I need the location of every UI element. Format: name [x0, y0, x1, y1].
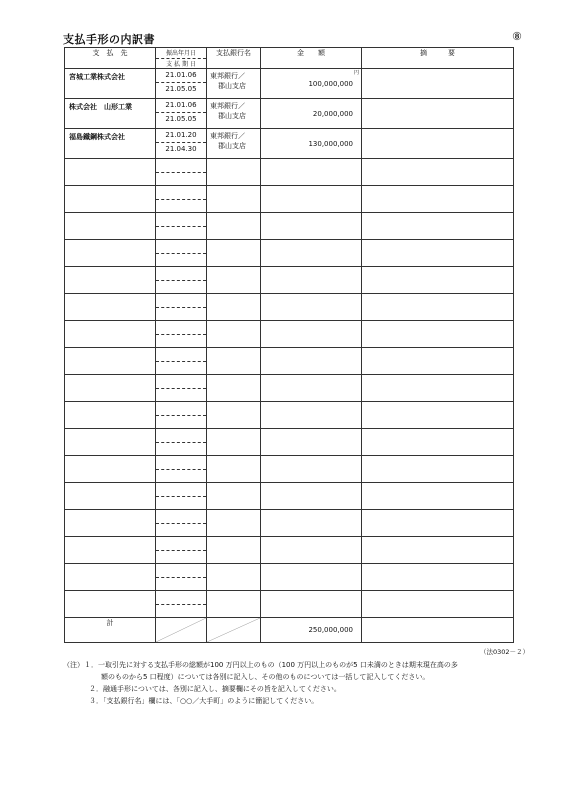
issue-date	[156, 321, 206, 335]
due-date: 21.04.30	[165, 144, 197, 153]
bank-name: 東邦銀行／	[210, 132, 245, 140]
bank-cell	[207, 591, 261, 618]
header-issue-date: 振出年月日	[156, 48, 206, 59]
issue-date	[156, 375, 206, 389]
memo-cell	[362, 564, 514, 591]
amount-value: 130,000,000	[308, 139, 353, 148]
payee-cell	[65, 483, 156, 510]
due-date	[156, 416, 206, 429]
empty-row	[65, 321, 514, 348]
memo-cell	[362, 186, 514, 213]
header-payee: 支 払 先	[65, 48, 156, 69]
due-date	[156, 173, 206, 186]
memo-cell	[362, 429, 514, 456]
amount-cell	[261, 456, 362, 483]
total-date-slash	[156, 618, 207, 643]
amount-value: 20,000,000	[312, 109, 353, 118]
due-date	[156, 200, 206, 213]
date-cell	[156, 591, 207, 618]
empty-row	[65, 429, 514, 456]
bank-cell	[207, 129, 261, 159]
payee-cell: 宮城工業株式会社	[65, 69, 156, 99]
date-cell	[156, 537, 207, 564]
date-cell	[156, 456, 207, 483]
bank-cell	[207, 213, 261, 240]
memo-cell	[362, 321, 514, 348]
table-row	[65, 129, 514, 159]
empty-row	[65, 483, 514, 510]
date-cell	[156, 564, 207, 591]
issue-date	[156, 159, 206, 173]
memo-cell	[362, 159, 514, 186]
memo-cell	[362, 591, 514, 618]
amount-cell	[261, 129, 362, 159]
due-date	[156, 605, 206, 618]
payee-cell	[65, 267, 156, 294]
due-date: 21.05.05	[165, 114, 197, 123]
issue-date	[156, 429, 206, 443]
note-line-2: 額のものから5 口程度）については各別に記入し、その他のものについては一括して記入してください。	[101, 673, 430, 681]
table-row	[65, 69, 514, 99]
amount-cell	[261, 510, 362, 537]
header-bank: 支払銀行名	[207, 48, 261, 69]
note-line-4: ３．「支払銀行名」欄には、「○○／大手町」のように簡記してください。	[89, 697, 319, 705]
bank-name: 東邦銀行／	[210, 72, 245, 80]
bank-cell	[207, 186, 261, 213]
due-date	[156, 497, 206, 510]
header-dates	[156, 48, 207, 69]
payee-cell	[65, 429, 156, 456]
date-cell	[156, 240, 207, 267]
bank-cell	[207, 564, 261, 591]
memo-cell	[362, 375, 514, 402]
empty-row	[65, 537, 514, 564]
due-date: 21.05.05	[165, 84, 197, 93]
amount-cell	[261, 483, 362, 510]
amount-cell	[261, 267, 362, 294]
due-date	[156, 335, 206, 348]
empty-row	[65, 267, 514, 294]
memo-cell	[362, 483, 514, 510]
total-memo	[362, 618, 514, 643]
bank-cell	[207, 348, 261, 375]
issue-date	[156, 267, 206, 281]
issue-date	[156, 348, 206, 362]
date-cell	[156, 129, 207, 159]
date-cell	[156, 159, 207, 186]
table-row	[65, 99, 514, 129]
empty-row	[65, 564, 514, 591]
due-date	[156, 524, 206, 537]
payee-cell	[65, 510, 156, 537]
amount-cell	[261, 321, 362, 348]
bank-name: 東邦銀行／	[210, 102, 245, 110]
bank-cell	[207, 375, 261, 402]
bank-cell	[207, 402, 261, 429]
memo-cell	[362, 240, 514, 267]
amount-cell	[261, 348, 362, 375]
empty-row	[65, 402, 514, 429]
issue-date	[156, 240, 206, 254]
empty-row	[65, 159, 514, 186]
issue-date	[156, 402, 206, 416]
bank-cell	[207, 69, 261, 99]
payee-cell	[65, 564, 156, 591]
bank-branch: 郡山支店	[218, 142, 246, 150]
bank-cell	[207, 456, 261, 483]
note-line-3: ２．融通手形については、各別に記入し、摘要欄にその旨を記入してください。	[89, 685, 341, 693]
amount-cell	[261, 99, 362, 129]
due-date	[156, 470, 206, 483]
form-code: （法0302－２）	[479, 648, 529, 656]
issue-date: 21.01.20	[156, 129, 206, 143]
payee-cell	[65, 456, 156, 483]
payee-cell	[65, 186, 156, 213]
memo-cell	[362, 348, 514, 375]
date-cell	[156, 321, 207, 348]
payee-cell	[65, 240, 156, 267]
due-date	[156, 308, 206, 321]
bank-cell	[207, 429, 261, 456]
payee-cell	[65, 159, 156, 186]
empty-row	[65, 240, 514, 267]
memo-cell	[362, 99, 514, 129]
note-line-1: （注）１．一取引先に対する支払手形の総額が100 万円以上のもの（100 万円以上のものが5 口未満のときは期末現在高の多	[63, 661, 458, 669]
bank-cell	[207, 240, 261, 267]
date-cell	[156, 348, 207, 375]
date-cell	[156, 402, 207, 429]
date-cell	[156, 267, 207, 294]
issue-date	[156, 456, 206, 470]
due-date	[156, 578, 206, 591]
bank-cell	[207, 99, 261, 129]
header-memo: 摘 要	[362, 48, 514, 69]
total-row	[65, 618, 514, 643]
memo-cell	[362, 510, 514, 537]
due-date	[156, 254, 206, 267]
due-date	[156, 362, 206, 375]
empty-row	[65, 294, 514, 321]
amount-cell	[261, 240, 362, 267]
issue-date	[156, 294, 206, 308]
date-cell	[156, 186, 207, 213]
memo-cell	[362, 213, 514, 240]
bank-cell	[207, 159, 261, 186]
empty-row	[65, 348, 514, 375]
payee-cell: 株式会社 山形工業	[65, 99, 156, 129]
empty-row	[65, 456, 514, 483]
memo-cell	[362, 69, 514, 99]
bank-cell	[207, 537, 261, 564]
bank-cell	[207, 294, 261, 321]
issue-date	[156, 213, 206, 227]
memo-cell	[362, 456, 514, 483]
empty-row	[65, 213, 514, 240]
memo-cell	[362, 267, 514, 294]
due-date	[156, 551, 206, 564]
issue-date	[156, 483, 206, 497]
amount-cell	[261, 537, 362, 564]
amount-cell	[261, 564, 362, 591]
issue-date	[156, 564, 206, 578]
header-amount: 金 額	[261, 48, 362, 69]
payment-notes-table	[64, 47, 514, 643]
bank-branch: 郡山支店	[218, 112, 246, 120]
payee-cell	[65, 294, 156, 321]
date-cell	[156, 99, 207, 129]
due-date	[156, 227, 206, 240]
amount-cell	[261, 159, 362, 186]
amount-cell	[261, 294, 362, 321]
empty-row	[65, 375, 514, 402]
issue-date	[156, 510, 206, 524]
date-cell	[156, 510, 207, 537]
date-cell	[156, 483, 207, 510]
due-date	[156, 443, 206, 456]
yen-unit: 円	[353, 70, 359, 76]
amount-value: 100,000,000	[308, 79, 353, 88]
page-number: ⑧	[512, 30, 522, 43]
amount-cell	[261, 69, 362, 99]
issue-date	[156, 591, 206, 605]
page-title: 支払手形の内訳書	[63, 33, 155, 46]
issue-date: 21.01.06	[156, 99, 206, 113]
payee-cell	[65, 321, 156, 348]
amount-cell	[261, 186, 362, 213]
bank-cell	[207, 267, 261, 294]
memo-cell	[362, 294, 514, 321]
bank-cell	[207, 510, 261, 537]
amount-cell	[261, 429, 362, 456]
date-cell	[156, 294, 207, 321]
date-cell	[156, 429, 207, 456]
payee-cell	[65, 537, 156, 564]
payee-cell	[65, 213, 156, 240]
payee-cell	[65, 348, 156, 375]
payee-cell	[65, 375, 156, 402]
due-date	[156, 281, 206, 294]
payee-cell: 福島鐵鋼株式会社	[65, 129, 156, 159]
total-amount: 250,000,000	[261, 618, 362, 643]
empty-row	[65, 510, 514, 537]
issue-date	[156, 186, 206, 200]
header-due-date: 支 払 期 日	[166, 60, 196, 68]
bank-cell	[207, 321, 261, 348]
notes-section	[63, 659, 523, 707]
amount-cell	[261, 375, 362, 402]
bank-branch: 郡山支店	[218, 82, 246, 90]
bank-cell	[207, 483, 261, 510]
date-cell	[156, 69, 207, 99]
memo-cell	[362, 402, 514, 429]
header-row	[65, 48, 514, 69]
memo-cell	[362, 537, 514, 564]
date-cell	[156, 375, 207, 402]
amount-cell	[261, 591, 362, 618]
memo-cell	[362, 129, 514, 159]
empty-row	[65, 186, 514, 213]
empty-row	[65, 591, 514, 618]
issue-date	[156, 537, 206, 551]
total-bank-slash	[207, 618, 261, 643]
issue-date: 21.01.06	[156, 69, 206, 83]
amount-cell	[261, 213, 362, 240]
payee-cell	[65, 591, 156, 618]
payee-cell	[65, 402, 156, 429]
date-cell	[156, 213, 207, 240]
total-label: 計	[65, 618, 156, 643]
due-date	[156, 389, 206, 402]
amount-cell	[261, 402, 362, 429]
